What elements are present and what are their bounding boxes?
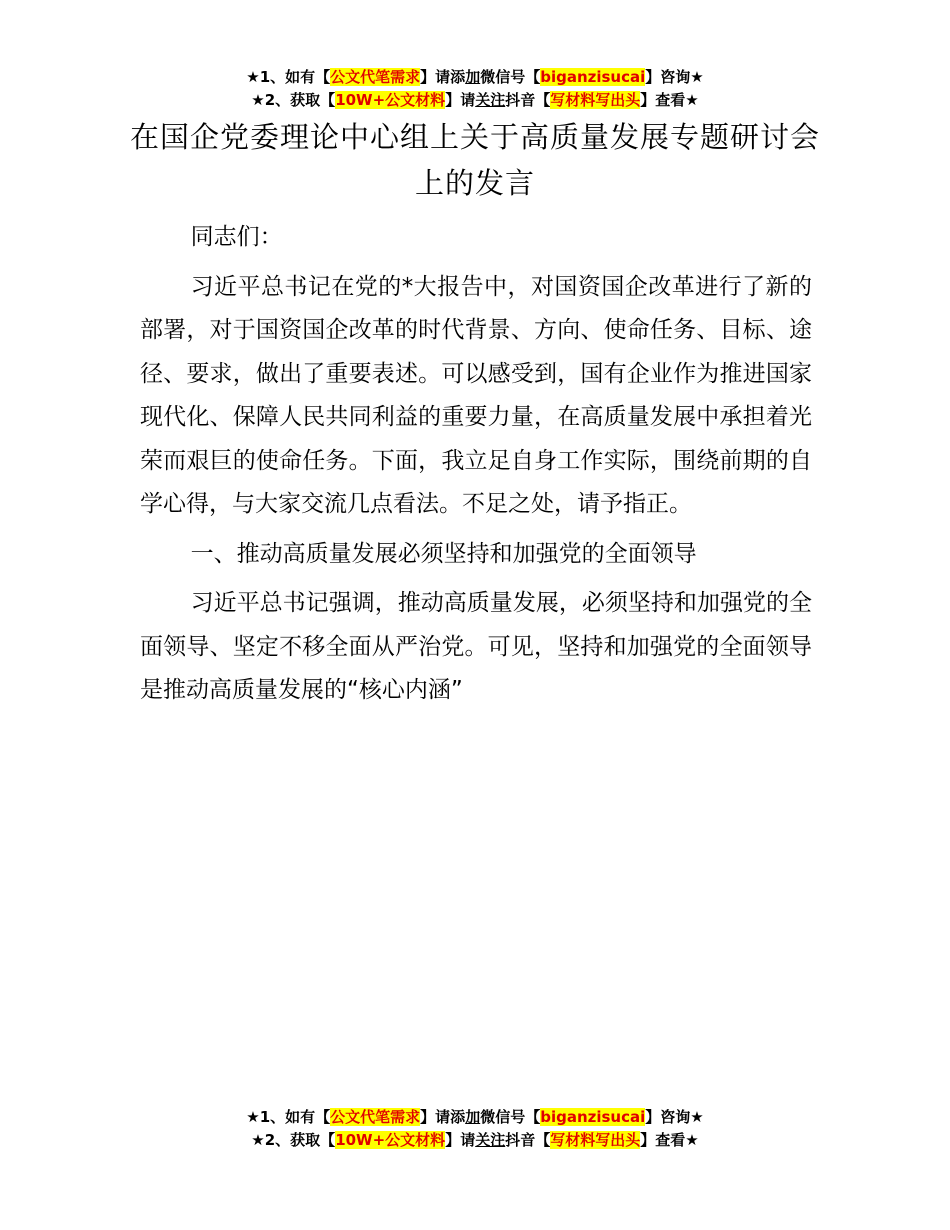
promo-banner-bottom [0,1106,950,1152]
section-heading: 一、推动高质量发展必须坚持和加强党的全面领导 [190,540,697,567]
promo-underlined-text: 关注 [475,1131,506,1149]
promo-highlight: 公文代笔需求 [330,68,421,86]
salutation: 同志们： [190,224,283,250]
promo-text: 微信号【 [480,1108,541,1126]
promo-line-1 [0,66,950,89]
promo-line-2 [0,1129,950,1152]
promo-text: 微信号【 [480,68,541,86]
promo-highlight: 公文代笔需求 [330,1108,421,1126]
promo-douyin-id: 写材料写出头 [550,91,641,109]
promo-banner-top [0,66,950,112]
promo-text: ★2、获取【 [251,91,336,109]
promo-text: ★1、如有【 [246,1108,331,1126]
promo-text: 】咨询★ [645,68,704,86]
promo-text: ★1、如有【 [246,68,331,86]
document-title: 在国企党委理论中心组上关于高质量发展专题研讨会上的发言 [130,120,821,200]
promo-highlight: 10W+公文材料 [335,91,446,109]
promo-text: 】请添 [420,1108,466,1126]
promo-text: 】咨询★ [645,1108,704,1126]
promo-underlined-text: 加 [465,1108,481,1126]
promo-underlined-text: 加 [465,68,481,86]
promo-wechat-id: biganzisucai [540,1108,646,1126]
promo-text: 抖音【 [505,1131,551,1149]
body-paragraph: 习近平总书记强调，推动高质量发展，必须坚持和加强党的全面领导、坚定不移全面从严治党。可见，坚持和加强党的全面领导是推动高质量发展的“核心内涵” [140,590,812,703]
promo-text: 】请 [445,91,476,109]
promo-highlight: 10W+公文材料 [335,1131,446,1149]
promo-underlined-text: 关注 [475,91,506,109]
body-paragraph: 习近平总书记在党的*大报告中，对国资国企改革进行了新的部署，对于国资国企改革的时代背景、方向、使命任务、目标、途径、要求，做出了重要表述。可以感受到，国有企业作为推进国家现代化、保障人民共同利益的重要力量，在高质量发展中承担着光荣而艰巨的使命任务。下面，我立足自身工作实际，围绕前期的自学心得，与大家交流几点看法。不足之处，请予指正。 [140,273,812,517]
document-body [140,216,812,719]
promo-text: ★2、获取【 [251,1131,336,1149]
promo-text: 】查看★ [640,1131,699,1149]
promo-line-2 [0,89,950,112]
promo-line-1 [0,1106,950,1129]
promo-text: 】请添 [420,68,466,86]
promo-douyin-id: 写材料写出头 [550,1131,641,1149]
promo-text: 】查看★ [640,91,699,109]
promo-wechat-id: biganzisucai [540,68,646,86]
promo-text: 】请 [445,1131,476,1149]
promo-text: 抖音【 [505,91,551,109]
